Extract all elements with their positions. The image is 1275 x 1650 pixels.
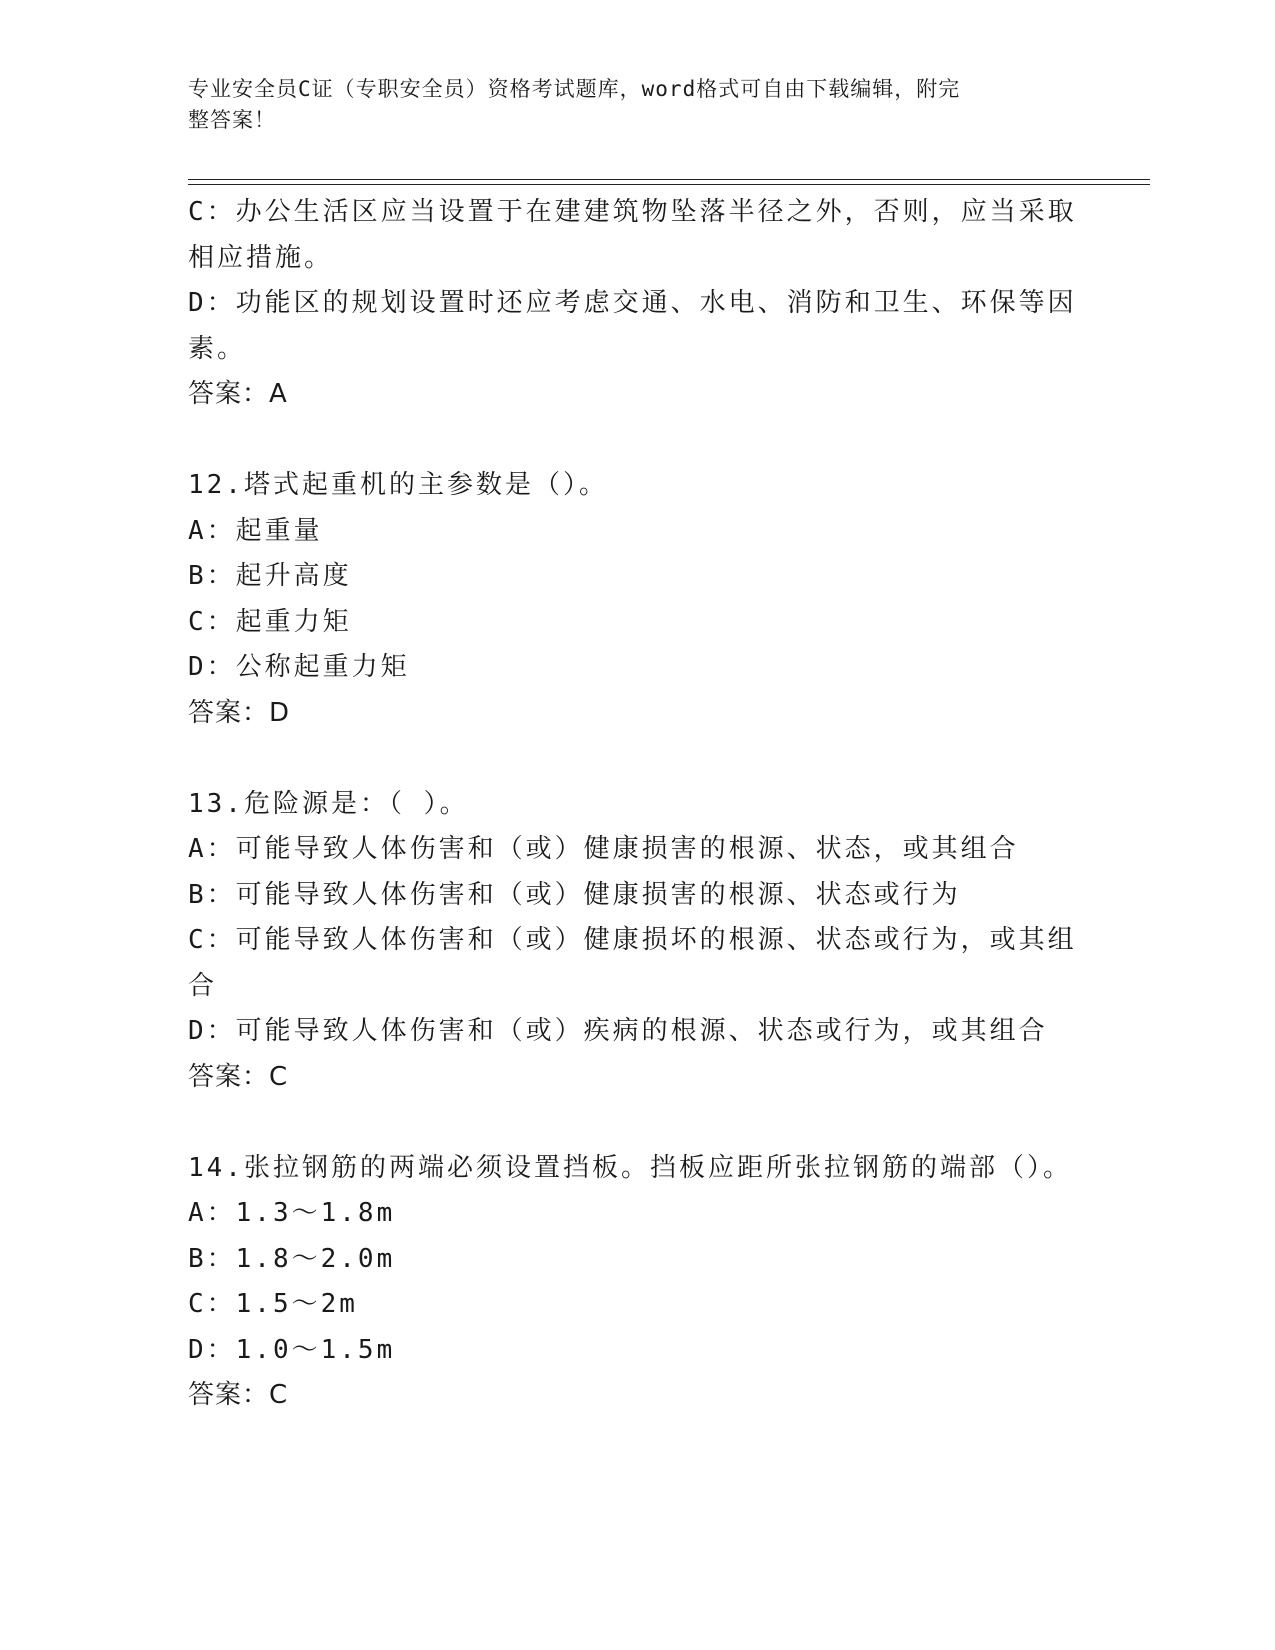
spacer <box>188 418 1088 464</box>
answer: 答案：C <box>188 1061 289 1092</box>
header-line-2: 整答案！ <box>188 108 276 132</box>
question-text: 12.塔式起重机的主参数是（）。 <box>188 470 608 500</box>
option-b: B：起升高度 <box>188 561 352 591</box>
option-c: C：1.5～2m <box>188 1289 358 1319</box>
answer: 答案：A <box>188 379 288 409</box>
question-14 <box>188 1146 1088 1419</box>
option-d: D：1.0～1.5m <box>188 1334 396 1365</box>
header-rule-bottom <box>188 184 1150 185</box>
question-13 <box>188 782 1088 1101</box>
option-a: A：起重量 <box>188 515 323 546</box>
header-line-1: 专业安全员C证（专职安全员）资格考试题库，word格式可自由下载编辑，附完 <box>188 77 961 101</box>
document-header <box>188 74 1068 136</box>
question-text: 14.张拉钢筋的两端必须设置挡板。挡板应距所张拉钢筋的端部（）。 <box>188 1152 1072 1183</box>
option-c-line-2: 相应措施。 <box>188 242 334 273</box>
document-body <box>188 190 1088 1419</box>
spacer <box>188 736 1088 782</box>
option-b: B：1.8～2.0m <box>188 1243 396 1274</box>
option-d-line-2: 素。 <box>188 333 247 364</box>
option-c: C：起重力矩 <box>188 606 352 637</box>
option-c-line-1: C：可能导致人体伤害和（或）健康损坏的根源、状态或行为，或其组 <box>188 925 1077 955</box>
option-b: B：可能导致人体伤害和（或）健康损害的根源、状态或行为 <box>188 879 961 910</box>
option-a: A：1.3～1.8m <box>188 1198 396 1228</box>
option-d: D：可能导致人体伤害和（或）疾病的根源、状态或行为，或其组合 <box>188 1016 1048 1046</box>
answer: 答案：D <box>188 697 291 728</box>
spacer <box>188 1100 1088 1146</box>
question-11-continued <box>188 190 1088 418</box>
option-d-line-1: D：功能区的规划设置时还应考虑交通、水电、消防和卫生、环保等因 <box>188 288 1077 318</box>
question-text: 13.危险源是：（ ）。 <box>188 788 469 819</box>
answer: 答案：C <box>188 1380 289 1410</box>
option-d: D：公称起重力矩 <box>188 652 410 682</box>
question-12 <box>188 463 1088 736</box>
option-c-line-1: C：办公生活区应当设置于在建建筑物坠落半径之外，否则，应当采取 <box>188 197 1077 227</box>
option-c-line-2: 合 <box>188 970 218 1001</box>
header-rule-top <box>188 179 1150 180</box>
option-a: A：可能导致人体伤害和（或）健康损害的根源、状态，或其组合 <box>188 834 1019 864</box>
